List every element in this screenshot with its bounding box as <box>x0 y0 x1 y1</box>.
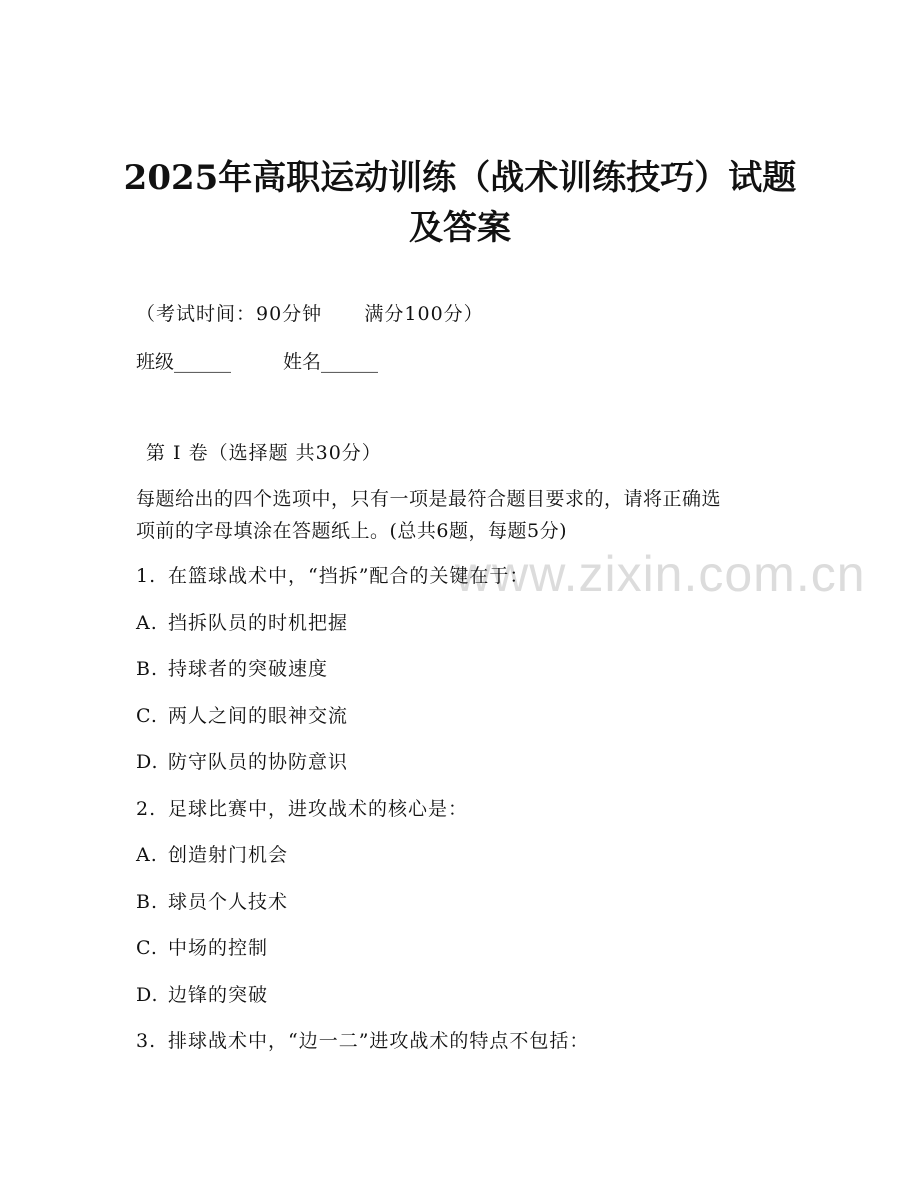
option-letter: D. <box>136 984 159 1006</box>
question-number: 2. <box>136 798 157 820</box>
option-letter: D. <box>136 751 159 773</box>
question-1 <box>136 563 529 589</box>
question-text: 排球战术中，“边一二”进攻战术的特点不包括： <box>168 1030 590 1052</box>
option-letter: A. <box>136 844 158 866</box>
option-letter: A. <box>136 612 158 634</box>
question-1-option-a <box>136 610 348 636</box>
name-label: 姓名______ <box>283 351 379 373</box>
option-text: 两人之间的眼神交流 <box>168 705 349 727</box>
question-2-option-a <box>136 842 288 868</box>
question-2-option-c <box>136 935 268 961</box>
instructions-line1: 每题给出的四个选项中，只有一项是最符合题目要求的，请将正确选 <box>136 488 722 510</box>
option-text: 边锋的突破 <box>168 984 269 1006</box>
student-info-row <box>136 349 378 375</box>
option-text: 防守队员的协防意识 <box>168 751 349 773</box>
question-1-option-d <box>136 749 348 775</box>
option-letter: C. <box>136 705 158 727</box>
question-text: 在篮球战术中，“挡拆”配合的关键在于： <box>168 565 530 587</box>
question-2 <box>136 796 468 822</box>
option-text: 创造射门机会 <box>168 844 289 866</box>
document-title-line2: 及答案 <box>409 208 511 248</box>
option-letter: B. <box>136 891 159 913</box>
question-3 <box>136 1028 589 1054</box>
option-letter: C. <box>136 937 158 959</box>
option-text: 中场的控制 <box>168 937 269 959</box>
option-text: 持球者的突破速度 <box>168 658 329 680</box>
question-text: 足球比赛中，进攻战术的核心是： <box>168 798 469 820</box>
document-title-line1: 2025年高职运动训练（战术训练技巧）试题 <box>123 158 797 198</box>
option-letter: B. <box>136 658 159 680</box>
class-label: 班级______ <box>136 351 232 373</box>
watermark: www.zixin.com.cn <box>455 546 866 602</box>
option-text: 挡拆队员的时机把握 <box>168 612 349 634</box>
option-text: 球员个人技术 <box>168 891 289 913</box>
question-number: 3. <box>136 1030 157 1052</box>
exam-info: （考试时间：90分钟 满分100分） <box>136 303 484 325</box>
question-number: 1. <box>136 565 157 587</box>
question-2-option-b <box>136 889 288 915</box>
question-2-option-d <box>136 982 268 1008</box>
instructions-line2: 项前的字母填涂在答题纸上。(总共6题，每题5分) <box>136 520 568 542</box>
section-heading: 第 I 卷（选择题 共30分） <box>146 442 382 464</box>
question-1-option-b <box>136 656 328 682</box>
question-1-option-c <box>136 703 348 729</box>
